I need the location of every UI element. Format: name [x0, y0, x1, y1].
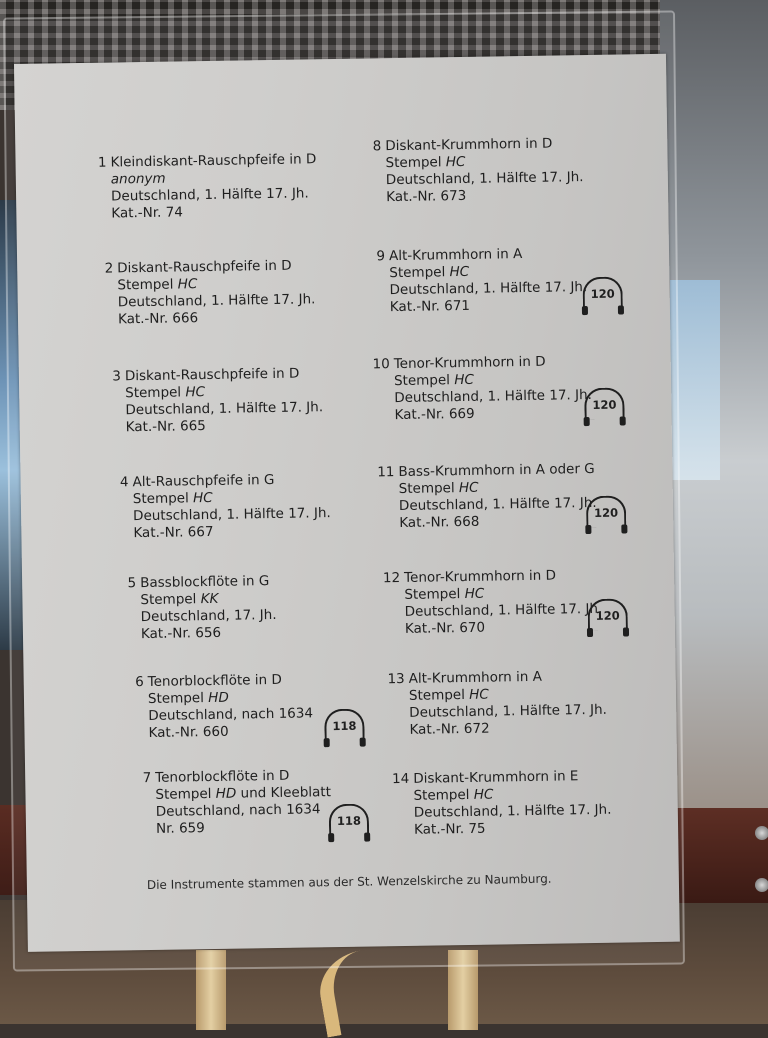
catalog-number: Kat.-Nr. 75	[413, 820, 486, 838]
instrument-entry-12	[382, 567, 603, 638]
entry-number: 12	[382, 569, 401, 587]
instrument-name: Alt-Krummhorn in A	[408, 668, 543, 687]
entry-number: 2	[104, 260, 114, 277]
instrument-entry-8	[372, 135, 584, 206]
catalog-number: Kat.-Nr. 660	[148, 723, 229, 741]
maker-mark: Stempel HC	[389, 263, 470, 282]
instrument-entry-6	[135, 671, 314, 742]
instrument-name: Diskant-Krummhorn in E	[413, 768, 579, 787]
instrument-name: Diskant-Krummhorn in D	[385, 135, 553, 155]
origin-date: Deutschland, nach 1634	[155, 801, 321, 820]
maker-mark: Stempel HC	[408, 686, 489, 704]
exhibit-label-card	[14, 54, 680, 952]
maker-mark: Stempel KK	[140, 590, 219, 609]
instrument-name: Diskant-Rauschpfeife in D	[117, 257, 292, 277]
screw	[755, 826, 768, 840]
instrument-name: Tenor-Krummhorn in D	[393, 353, 546, 373]
catalog-number: Kat.-Nr. 671	[389, 297, 471, 316]
instrument-entry-2	[104, 257, 316, 328]
maker-mark: Stempel HC	[125, 384, 206, 402]
instrument-name: Kleindiskant-Rauschpfeife in D	[110, 151, 317, 171]
origin-date: Deutschland, 17. Jh.	[140, 606, 277, 626]
screw	[755, 878, 768, 892]
entry-number: 14	[391, 770, 410, 788]
catalog-number: Kat.-Nr. 665	[125, 418, 206, 436]
catalog-number: Kat.-Nr. 673	[386, 187, 467, 206]
instrument-entry-10	[372, 353, 593, 424]
audio-guide-headphones-icon: 120	[586, 495, 626, 528]
maker-mark: Stempel HC	[117, 276, 198, 294]
instrument-entry-7	[142, 767, 332, 838]
entry-number: 9	[376, 248, 386, 265]
instrument-name: Tenorblockflöte in D	[155, 767, 290, 786]
origin-date: Deutschland, nach 1634	[148, 705, 314, 724]
instrument-entry-11	[377, 460, 597, 532]
entry-number: 4	[119, 474, 129, 491]
origin-date: Deutschland, 1. Hälfte 17. Jh.	[117, 291, 316, 311]
catalog-number: Kat.-Nr. 668	[399, 513, 480, 532]
entry-number: 8	[372, 138, 382, 155]
maker-mark: Stempel HD	[147, 689, 229, 707]
maker-mark: Stempel HC	[393, 371, 474, 390]
instrument-entry-5	[127, 573, 277, 643]
instrument-name: Tenor-Krummhorn in D	[403, 567, 557, 586]
catalog-number: Kat.-Nr. 656	[140, 624, 222, 643]
instrument-entry-1	[97, 151, 317, 222]
instrument-name: Tenorblockflöte in D	[147, 671, 282, 690]
instrument-entry-3	[112, 365, 324, 436]
audio-guide-headphones-icon: 120	[582, 276, 622, 309]
origin-date: Deutschland, 1. Hälfte 17. Jh.	[413, 801, 612, 821]
instrument-entry-4	[119, 471, 331, 542]
instrument-entry-14	[391, 768, 612, 839]
maker-mark: Stempel HD und Kleeblatt	[155, 784, 332, 803]
entry-number: 11	[377, 464, 395, 481]
origin-date: Deutschland, 1. Hälfte 17. Jh.	[132, 505, 331, 525]
entry-number: 13	[387, 670, 405, 688]
origin-date: Deutschland, 1. Hälfte 17. Jh.	[404, 600, 603, 620]
maker-mark: Stempel HC	[385, 153, 466, 172]
audio-guide-headphones-icon: 120	[584, 387, 624, 420]
origin-date: Deutschland, 1. Hälfte 17. Jh.	[110, 185, 309, 205]
origin-date: Deutschland, 1. Hälfte 17. Jh.	[389, 279, 588, 299]
audio-guide-headphones-icon: 118	[324, 709, 364, 742]
catalog-number: Kat.-Nr. 74	[111, 204, 183, 222]
catalog-number: Kat.-Nr. 670	[404, 619, 486, 637]
instrument-entry-9	[376, 245, 588, 316]
entry-number: 1	[97, 154, 107, 171]
catalog-number: Kat.-Nr. 666	[117, 310, 199, 328]
entry-number: 3	[112, 368, 122, 385]
entry-number: 6	[135, 674, 144, 691]
origin-date: Deutschland, 1. Hälfte 17. Jh.	[409, 701, 607, 721]
maker-mark: Stempel HC	[132, 489, 213, 508]
maker-mark: anonym	[110, 170, 166, 188]
origin-date: Deutschland, 1. Hälfte 17. Jh.	[398, 494, 597, 515]
catalog-number: Kat.-Nr. 667	[133, 523, 214, 542]
maker-mark: Stempel HC	[398, 479, 479, 498]
maker-mark: Stempel HC	[404, 585, 485, 603]
instrument-name: Alt-Krummhorn in A	[388, 246, 523, 265]
instrument-name: Bassblockflöte in G	[140, 573, 270, 592]
maker-mark: Stempel HC	[413, 786, 494, 804]
entry-number: 7	[142, 769, 152, 787]
audio-guide-headphones-icon: 120	[587, 598, 627, 631]
catalog-number: Kat.-Nr. 669	[394, 405, 475, 424]
instrument-name: Alt-Rauschpfeife in G	[132, 471, 275, 491]
footer-note: Die Instrumente stammen aus der St. Wenzelskirche zu Naumburg.	[146, 871, 552, 893]
entry-number: 10	[372, 356, 390, 373]
instrument-entry-13	[387, 668, 608, 739]
entry-number: 5	[127, 575, 137, 592]
audio-guide-headphones-icon: 118	[329, 804, 369, 837]
instrument-name: Diskant-Rauschpfeife in D	[124, 365, 300, 385]
origin-date: Deutschland, 1. Hälfte 17. Jh.	[125, 399, 324, 419]
catalog-number: Nr. 659	[155, 820, 205, 837]
origin-date: Deutschland, 1. Hälfte 17. Jh.	[394, 386, 593, 407]
origin-date: Deutschland, 1. Hälfte 17. Jh.	[385, 169, 584, 189]
catalog-number: Kat.-Nr. 672	[409, 720, 490, 738]
instrument-name: Bass-Krummhorn in A oder G	[398, 460, 595, 481]
